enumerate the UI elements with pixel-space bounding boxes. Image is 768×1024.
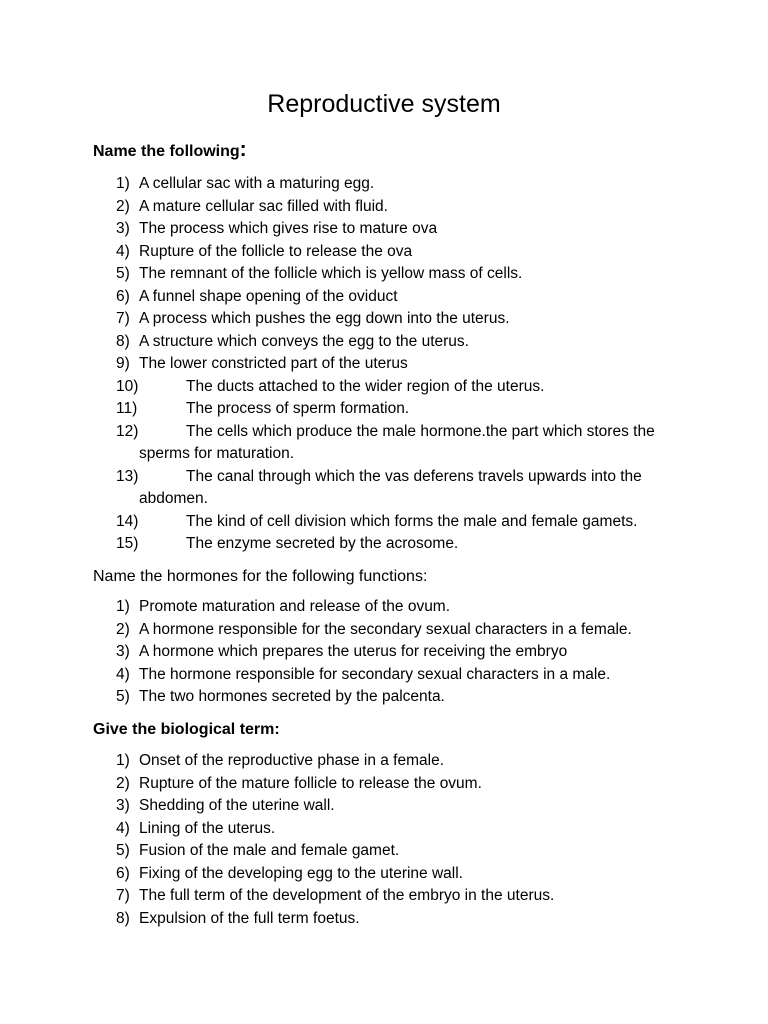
list-item	[0, 241, 768, 264]
item-text: A structure which conveys the egg to the uterus.	[139, 332, 469, 350]
item-number: 2)	[116, 774, 130, 792]
item-text: The lower constricted part of the uterus	[139, 355, 408, 372]
item-text: Promote maturation and release of the ovum.	[139, 598, 451, 615]
list-item	[0, 421, 768, 466]
item-number: 4)	[116, 819, 130, 837]
item-text: The cells which produce the male hormone.the part which stores the sperms for maturation.	[139, 422, 655, 462]
item-number: 14)	[116, 512, 139, 530]
list-item	[0, 619, 768, 642]
item-text: Rupture of the follicle to release the ova	[139, 242, 413, 260]
item-number: 5)	[116, 688, 130, 705]
item-number: 3)	[116, 220, 130, 237]
item-number: 2)	[116, 197, 130, 215]
list-item	[0, 885, 768, 908]
item-text: The process of sperm formation.	[186, 400, 410, 417]
item-number: 1)	[116, 175, 130, 192]
item-number: 3)	[116, 797, 130, 814]
list-item	[0, 196, 768, 219]
item-text: A hormone which prepares the uterus for receiving the embryo	[139, 643, 568, 660]
item-text: The process which gives rise to mature ova	[139, 220, 438, 237]
list-item	[0, 840, 768, 863]
question-list-name-the-following	[0, 173, 768, 556]
item-text: Expulsion of the full term foetus.	[139, 909, 360, 927]
item-text: Onset of the reproductive phase in a female.	[139, 752, 445, 769]
item-number: 6)	[116, 864, 130, 882]
item-text: The enzyme secreted by the acrosome.	[186, 535, 459, 552]
list-item	[0, 795, 768, 818]
item-number: 1)	[116, 752, 130, 769]
list-item	[0, 533, 768, 556]
item-number: 15)	[116, 535, 139, 552]
list-item	[0, 376, 768, 399]
item-text: A funnel shape opening of the oviduct	[139, 287, 398, 305]
section-heading-text: Name the following	[93, 143, 240, 160]
list-item	[0, 173, 768, 196]
document-title: Reproductive system	[267, 90, 501, 118]
section-heading-biological-term: Give the biological term:	[93, 721, 280, 738]
list-item	[0, 596, 768, 619]
item-text: The full term of the development of the embryo in the uterus.	[139, 887, 555, 904]
list-item	[0, 511, 768, 534]
item-text: The kind of cell division which forms the male and female gamets.	[186, 512, 638, 530]
item-text: A mature cellular sac filled with fluid.	[139, 197, 388, 215]
list-item	[0, 353, 768, 376]
list-item	[0, 308, 768, 331]
item-number: 5)	[116, 842, 130, 859]
question-list-hormones	[0, 596, 768, 709]
item-number: 4)	[116, 665, 130, 683]
list-item	[0, 466, 768, 511]
item-number: 10)	[116, 377, 139, 395]
item-text: Fixing of the developing egg to the uterine wall.	[139, 864, 463, 882]
item-text: Rupture of the mature follicle to release the ovum.	[139, 774, 482, 792]
section-heading-colon: :	[239, 138, 247, 161]
list-item	[0, 750, 768, 773]
item-number: 4)	[116, 242, 130, 260]
item-text: Shedding of the uterine wall.	[139, 797, 335, 814]
list-item	[0, 908, 768, 931]
item-number: 13)	[116, 467, 139, 485]
item-number: 7)	[116, 310, 130, 327]
list-item	[0, 664, 768, 687]
list-item	[0, 263, 768, 286]
section-heading-name-the-following	[93, 139, 247, 163]
list-item	[0, 686, 768, 709]
item-text: The two hormones secreted by the palcenta.	[139, 688, 445, 705]
list-item	[0, 641, 768, 664]
item-number: 9)	[116, 355, 130, 372]
item-number: 12)	[116, 422, 139, 440]
item-text: A cellular sac with a maturing egg.	[139, 175, 375, 192]
item-number: 5)	[116, 265, 130, 282]
item-text: Lining of the uterus.	[139, 819, 276, 837]
section-heading-hormones: Name the hormones for the following functions:	[93, 568, 428, 585]
item-number: 3)	[116, 643, 130, 660]
item-text: Fusion of the male and female gamet.	[139, 842, 400, 859]
item-number: 2)	[116, 620, 130, 638]
question-list-biological-term	[0, 750, 768, 930]
item-number: 7)	[116, 887, 130, 904]
list-item	[0, 286, 768, 309]
item-text: The hormone responsible for secondary sexual characters in a male.	[139, 665, 611, 683]
item-number: 11)	[116, 400, 138, 417]
item-text: The canal through which the vas deferens travels upwards into the abdomen.	[139, 467, 642, 507]
item-number: 6)	[116, 287, 130, 305]
item-number: 8)	[116, 332, 130, 350]
list-item	[0, 773, 768, 796]
item-text: The remnant of the follicle which is yellow mass of cells.	[139, 265, 523, 282]
list-item	[0, 218, 768, 241]
list-item	[0, 863, 768, 886]
list-item	[0, 818, 768, 841]
item-number: 1)	[116, 598, 130, 615]
item-text: A process which pushes the egg down into the uterus.	[139, 310, 510, 327]
item-text: The ducts attached to the wider region of the uterus.	[186, 377, 545, 395]
item-text: A hormone responsible for the secondary sexual characters in a female.	[139, 620, 632, 638]
item-number: 8)	[116, 909, 130, 927]
list-item	[0, 331, 768, 354]
list-item	[0, 398, 768, 421]
